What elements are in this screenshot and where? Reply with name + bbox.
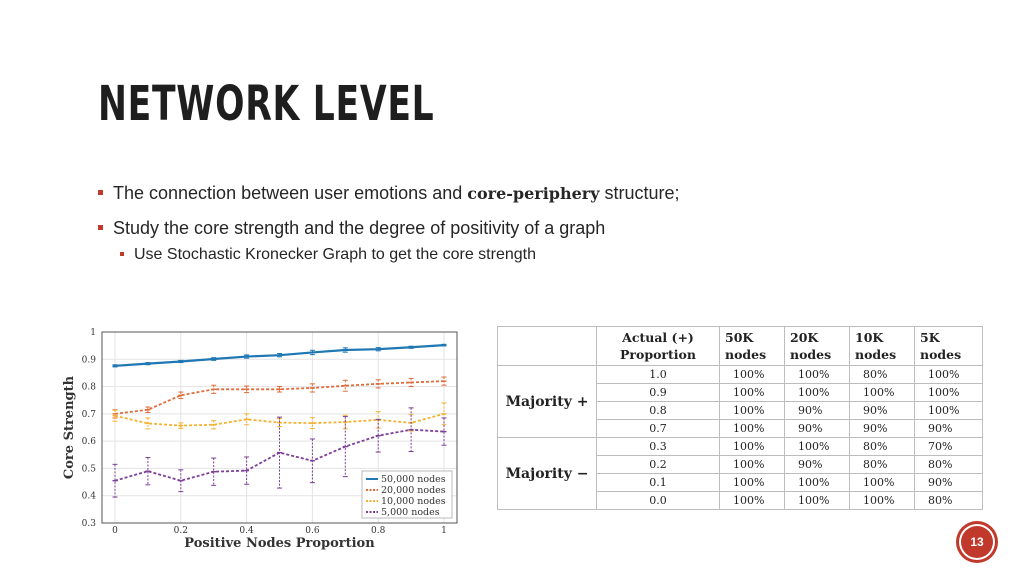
accuracy-cell: 90% <box>785 456 850 474</box>
y-tick-label: 0.8 <box>81 382 96 393</box>
table-header-line: Actual (+) <box>622 330 694 345</box>
classification-table <box>497 326 983 510</box>
proportion-cell: 0.1 <box>597 474 720 492</box>
x-tick-label: 0 <box>112 526 118 536</box>
accuracy-cell: 90% <box>915 474 983 492</box>
table-header-line: 50K <box>725 330 754 345</box>
group-label: Majority − <box>498 438 597 510</box>
table-header-line: Proportion <box>620 347 696 362</box>
x-tick-label: 0.4 <box>239 526 254 536</box>
table-header-cell <box>597 327 720 366</box>
accuracy-cell: 100% <box>850 384 915 402</box>
table-header-line: 20K <box>790 330 819 345</box>
accuracy-cell: 80% <box>915 492 983 510</box>
bullet-square-icon <box>120 252 124 256</box>
x-axis-label: Positive Nodes Proportion <box>184 536 375 551</box>
page-number: 13 <box>970 535 984 549</box>
accuracy-cell: 100% <box>720 456 785 474</box>
accuracy-cell: 100% <box>720 366 785 384</box>
accuracy-cell: 100% <box>720 384 785 402</box>
slide-title: NETWORK LEVEL <box>98 76 435 132</box>
accuracy-cell: 100% <box>915 402 983 420</box>
y-tick-label: 0.4 <box>81 491 96 502</box>
bullet-square-icon <box>98 225 103 230</box>
accuracy-cell: 100% <box>720 492 785 510</box>
y-tick-label: 0.7 <box>81 409 96 420</box>
accuracy-cell: 90% <box>915 420 983 438</box>
proportion-cell: 0.3 <box>597 438 720 456</box>
proportion-cell: 0.7 <box>597 420 720 438</box>
bullet-1-text: The connection between user emotions and <box>113 183 468 203</box>
proportion-cell: 1.0 <box>597 366 720 384</box>
y-tick-label: 1 <box>90 328 96 338</box>
accuracy-cell: 100% <box>915 384 983 402</box>
legend-label: 5,000 nodes <box>381 507 440 518</box>
bullet-1-text-end: structure; <box>599 183 680 203</box>
table-header-line: nodes <box>920 347 962 362</box>
table-row <box>498 438 983 456</box>
accuracy-cell: 90% <box>785 420 850 438</box>
accuracy-cell: 100% <box>785 366 850 384</box>
bullet-2 <box>98 218 605 239</box>
core-strength-chart <box>60 324 460 554</box>
bullet-2-text: Study the core strength and the degree of positivity of a graph <box>113 218 606 238</box>
legend-label: 20,000 nodes <box>381 485 446 496</box>
table-header-line: nodes <box>790 347 832 362</box>
x-tick-label: 1 <box>441 526 447 536</box>
accuracy-cell: 100% <box>785 492 850 510</box>
table-header-line: nodes <box>855 347 897 362</box>
bullet-square-icon <box>98 190 103 195</box>
table-header-cell <box>785 327 850 366</box>
y-tick-label: 0.9 <box>81 355 96 366</box>
legend-label: 10,000 nodes <box>381 496 446 507</box>
accuracy-cell: 100% <box>915 366 983 384</box>
bullet-1 <box>98 183 680 204</box>
proportion-cell: 0.0 <box>597 492 720 510</box>
x-tick-label: 0.6 <box>305 526 320 536</box>
accuracy-cell: 100% <box>785 384 850 402</box>
accuracy-cell: 100% <box>850 492 915 510</box>
table-header-empty <box>498 327 597 366</box>
accuracy-cell: 100% <box>850 474 915 492</box>
table-row <box>498 366 983 384</box>
accuracy-cell: 80% <box>850 366 915 384</box>
proportion-cell: 0.9 <box>597 384 720 402</box>
accuracy-cell: 100% <box>720 474 785 492</box>
table-header-row <box>498 327 983 366</box>
table-header-line: nodes <box>725 347 767 362</box>
accuracy-cell: 80% <box>850 456 915 474</box>
y-tick-label: 0.5 <box>81 464 96 475</box>
accuracy-cell: 100% <box>785 438 850 456</box>
accuracy-cell: 90% <box>850 420 915 438</box>
legend-label: 50,000 nodes <box>381 474 446 485</box>
table-header-line: 10K <box>855 330 884 345</box>
accuracy-cell: 100% <box>720 402 785 420</box>
accuracy-cell: 100% <box>785 474 850 492</box>
x-tick-label: 0.8 <box>371 526 386 536</box>
table-header-cell <box>850 327 915 366</box>
accuracy-cell: 90% <box>785 402 850 420</box>
sub-bullet-1 <box>120 246 536 264</box>
sub-bullet-1-text: Use Stochastic Kronecker Graph to get the core strength <box>134 246 536 263</box>
table-header-cell <box>720 327 785 366</box>
accuracy-cell: 80% <box>850 438 915 456</box>
proportion-cell: 0.8 <box>597 402 720 420</box>
accuracy-cell: 100% <box>720 438 785 456</box>
y-tick-label: 0.3 <box>81 519 96 529</box>
x-tick-label: 0.2 <box>173 526 188 536</box>
accuracy-cell: 70% <box>915 438 983 456</box>
group-label: Majority + <box>498 366 597 438</box>
bullet-1-bold: core-periphery <box>467 184 600 203</box>
y-axis-label: Core Strength <box>62 375 77 480</box>
page-number-badge <box>959 524 995 560</box>
proportion-cell: 0.2 <box>597 456 720 474</box>
table-header-cell <box>915 327 983 366</box>
accuracy-cell: 90% <box>850 402 915 420</box>
accuracy-cell: 100% <box>720 420 785 438</box>
table-header-line: 5K <box>920 330 940 345</box>
accuracy-cell: 80% <box>915 456 983 474</box>
y-tick-label: 0.6 <box>81 437 96 448</box>
